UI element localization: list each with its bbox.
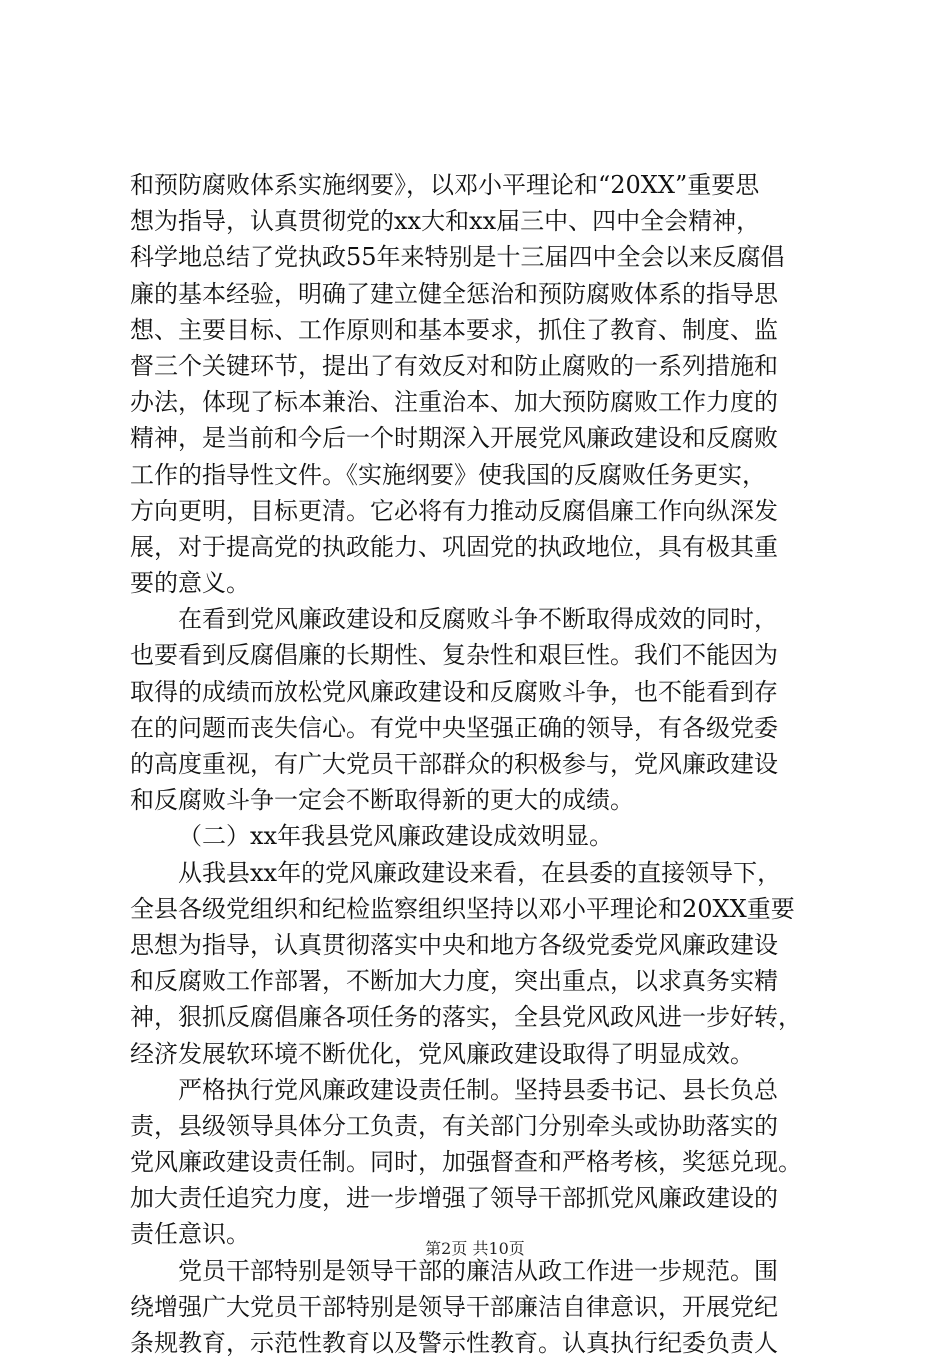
text-line: 想、主要目标、工作原则和基本要求，抓住了教育、制度、监 (130, 315, 778, 344)
paragraph-first-line: 从我县xx年的党风廉政建设来看，在县委的直接领导下， (178, 858, 782, 887)
text-line: 党风廉政建设责任制。同时，加强督查和严格考核，奖惩兑现。 (130, 1148, 802, 1177)
page-footer (0, 1239, 950, 1259)
text-line: 条规教育，示范性教育以及警示性教育。认真执行纪委负责人 (130, 1329, 778, 1357)
text-line: 的高度重视，有广大党员干部群众的积极参与，党风廉政建设 (130, 750, 778, 778)
text-line: 责任意识。 (130, 1220, 250, 1249)
text-line: 工作的指导性文件。《实施纲要》使我国的反腐败任务更实， (130, 460, 766, 489)
text-line: 和反腐败工作部署，不断加大力度，突出重点，以求真务实精 (130, 967, 778, 996)
paragraph-first-line: 党员干部特别是领导干部的廉洁从政工作进一步规范。围 (178, 1256, 778, 1285)
section-heading: （二）xx年我县党风廉政建设成效明显。 (178, 822, 614, 851)
text-line: 也要看到反腐倡廉的长期性、复杂性和艰巨性。我们不能因为 (130, 641, 778, 670)
text-line: 绕增强广大党员干部特别是领导干部廉洁自律意识，开展党纪 (130, 1292, 778, 1321)
text-line: 责，县级领导具体分工负责，有关部门分别牵头或协助落实的 (130, 1111, 778, 1140)
text-line: 展，对于提高党的执政能力、巩固党的执政地位，具有极其重 (130, 532, 778, 561)
text-line: 取得的成绩而放松党风廉政建设和反腐败斗争，也不能看到存 (130, 677, 778, 706)
text-line: 和预防腐败体系实施纲要》，以邓小平理论和“20XX”重要思 (130, 171, 760, 199)
text-line: 方向更明，目标更清。它必将有力推动反腐倡廉工作向纵深发 (130, 496, 778, 525)
page-number-label: 第2页 共10页 (425, 1239, 525, 1258)
text-line: 科学地总结了党执政55年来特别是十三届四中全会以来反腐倡 (130, 243, 785, 272)
text-line: 和反腐败斗争一定会不断取得新的更大的成绩。 (130, 786, 634, 815)
text-line: 想为指导，认真贯彻党的xx大和xx届三中、四中全会精神， (130, 207, 761, 236)
text-line: 神，狠抓反腐倡廉各项任务的落实，全县党风政风进一步好转， (130, 1003, 802, 1032)
text-line: 全县各级党组织和纪检监察组织坚持以邓小平理论和20XX重要 (130, 894, 795, 923)
text-line: 加大责任追究力度，进一步增强了领导干部抓党风廉政建设的 (130, 1184, 778, 1213)
paragraph-first-line: 严格执行党风廉政建设责任制。坚持县委书记、县长负总 (178, 1075, 778, 1104)
text-line: 要的意义。 (130, 569, 250, 598)
text-line: 思想为指导，认真贯彻落实中央和地方各级党委党风廉政建设 (130, 930, 778, 959)
text-line: 在的问题而丧失信心。有党中央坚强正确的领导，有各级党委 (130, 713, 778, 742)
text-line: 精神，是当前和今后一个时期深入开展党风廉政建设和反腐败 (130, 424, 778, 453)
paragraph-first-line: 在看到党风廉政建设和反腐败斗争不断取得成效的同时， (178, 605, 778, 634)
document-body (130, 167, 830, 1361)
text-line: 经济发展软环境不断优化，党风廉政建设取得了明显成效。 (130, 1039, 754, 1068)
text-line: 廉的基本经验，明确了建立健全惩治和预防腐败体系的指导思 (130, 279, 778, 308)
text-line: 办法，体现了标本兼治、注重治本、加大预防腐败工作力度的 (130, 388, 778, 417)
text-line: 督三个关键环节，提出了有效反对和防止腐败的一系列措施和 (130, 351, 778, 380)
